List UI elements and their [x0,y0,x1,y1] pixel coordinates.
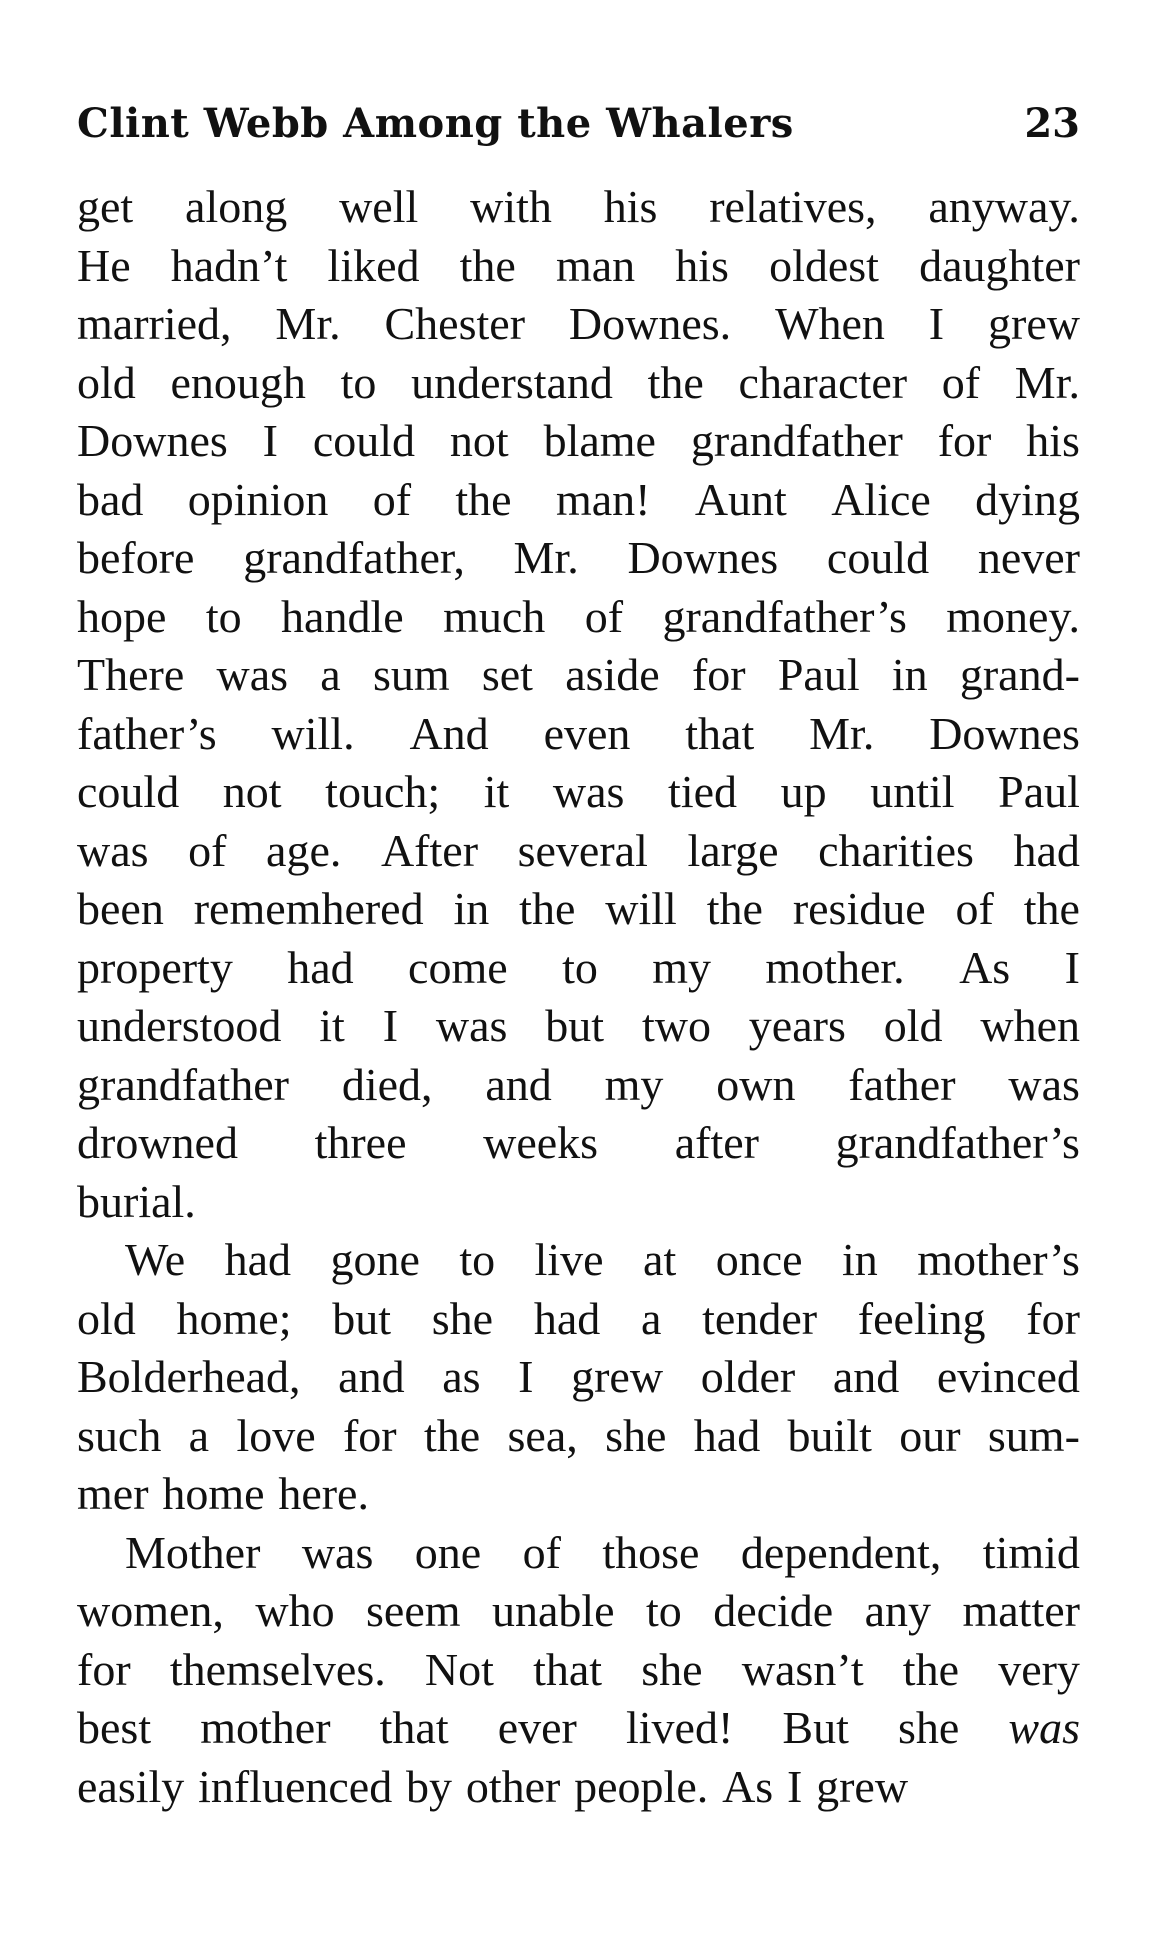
word: timid [982,1526,1080,1578]
word: I [1064,941,1080,993]
text-line [77,178,1080,237]
word: I [382,1000,399,1051]
paragraph [77,1524,1080,1817]
word: the [1023,883,1080,934]
word: the [647,356,704,408]
word: We [125,1234,186,1285]
text-line [77,997,1080,1056]
word: will [605,883,677,934]
word: Downes [77,415,228,466]
word: burial. [77,1175,196,1227]
word: but [545,1000,605,1051]
word: to [645,1585,682,1636]
word: his [603,181,658,232]
word: as [442,1351,481,1402]
word: bad [77,473,144,525]
word: to [562,941,598,993]
word: the [459,239,516,291]
word: much [443,590,546,642]
word: old [77,356,136,408]
word: Downes [627,532,779,583]
word: set [481,649,533,700]
word: a [188,1409,210,1461]
word: I [786,1760,803,1812]
word: any [864,1585,932,1636]
text-line [77,1114,1080,1173]
word: hope [77,590,167,642]
text-line [77,939,1080,998]
text-line [77,1582,1080,1641]
word: several [517,824,648,876]
word: grandfather, [243,532,465,583]
word: sum [372,649,450,700]
word: before [77,532,195,583]
word: weeks [483,1117,599,1168]
word: Mr. [1014,356,1080,408]
word: unable [491,1585,615,1636]
word: Downes. [568,298,732,349]
word: had [287,941,354,993]
word: could [826,532,930,583]
word: liked [327,239,420,291]
text-line [77,1465,1080,1524]
word: grandfather’s [662,590,907,642]
word: my [604,1058,664,1110]
word: and [338,1351,405,1402]
word: oldest [769,239,879,291]
word: was [77,824,149,876]
word: it [319,1000,345,1051]
running-title: Clint Webb Among the Whalers [77,100,794,147]
word: at [643,1234,677,1285]
word: the [902,1643,959,1695]
word: father [848,1058,956,1110]
word: two [641,1000,711,1051]
word: old [883,1000,943,1051]
word: until [870,766,955,817]
text-line [77,295,1080,354]
word: the [706,883,763,934]
word: live [534,1234,604,1285]
word: died, [341,1058,433,1110]
text-line [77,763,1080,822]
word: along [185,181,288,232]
word: influenced [198,1760,393,1812]
word: age. [266,824,342,876]
word: not [449,415,509,466]
word: Alice [831,473,931,525]
word: love [236,1409,316,1461]
word: of [955,883,994,934]
word: in [891,649,928,700]
word: tender [702,1292,818,1344]
word: But [782,1702,849,1753]
word: Mr. [513,532,579,583]
word: mother. [765,941,905,993]
text-line [77,354,1080,413]
word: could [77,766,180,817]
word: ever [497,1702,577,1753]
word: older [700,1351,796,1402]
word: relatives, [709,181,877,232]
word: charities [818,824,974,876]
word: anyway. [928,181,1080,232]
word: who [255,1585,335,1636]
word: in [453,883,490,934]
word: I [262,415,278,466]
word: father’s [77,707,217,759]
word: it [483,766,510,817]
word: touch; [325,766,441,817]
word: will. [271,707,355,759]
word: tied [668,766,738,817]
word: He [77,239,131,291]
word: such [77,1409,162,1461]
running-head [77,100,1080,160]
word: of [188,824,227,876]
word: I [928,298,945,349]
word: mer [77,1468,149,1519]
word: opinion [187,473,329,525]
word: Not [424,1643,494,1695]
word: his [1026,415,1080,466]
word: once [715,1234,803,1285]
word: rememhered [193,883,424,934]
text-line [77,646,1080,705]
word: come [408,941,508,993]
word: mother’s [917,1234,1080,1285]
word: And [409,707,489,759]
word: Mr. [809,707,875,759]
word: to [205,590,242,642]
word: of [941,356,981,408]
text-line [77,1056,1080,1115]
word: for [1026,1292,1080,1344]
word: the [423,1409,481,1461]
word: Paul [777,649,860,700]
text-line [77,588,1080,647]
text-line [77,1290,1080,1349]
word: dependent, [740,1526,942,1578]
word: in [841,1234,878,1285]
text-line [77,1758,1080,1817]
word: grew [988,298,1080,349]
word: grew [571,1351,664,1402]
word: she [431,1292,494,1344]
word: sum- [987,1409,1080,1461]
word: the [455,473,512,525]
word: handle [281,590,404,642]
text-line [77,1173,1080,1232]
word: those [602,1526,700,1578]
word: grandfather [77,1058,289,1110]
word: Downes [929,707,1080,759]
word: his [675,239,729,291]
word: was [435,1000,508,1051]
word: grandfather’s [835,1117,1080,1168]
word: that [533,1643,603,1695]
word: three [314,1117,407,1168]
word: of [584,590,624,642]
text-line [77,1524,1080,1583]
word: When [775,298,885,349]
word: to [340,356,377,408]
word: she [641,1643,703,1695]
word: people. [574,1760,709,1812]
word: the [519,883,576,934]
word: As [959,941,1011,993]
word: evinced [936,1351,1080,1402]
word: wasn’t [741,1643,864,1695]
word: money. [946,590,1080,642]
word: had [533,1292,601,1344]
word: After [380,824,479,876]
text-line [77,1641,1080,1700]
word: home; [176,1292,292,1344]
text-line [77,1348,1080,1407]
word: had [1013,824,1080,876]
word: after [674,1117,759,1168]
word: understood [77,1000,282,1051]
word: was [552,766,625,817]
text-line [77,1699,1080,1758]
word: could [312,415,416,466]
word: with [470,181,552,232]
word: I [518,1351,534,1402]
word: not [222,766,282,817]
word: dying [975,473,1080,525]
word: get [77,181,134,232]
word: easily [77,1760,185,1812]
word: even [543,707,631,759]
word: best [77,1702,152,1753]
word: for [342,1409,397,1461]
word: hadn’t [170,239,288,291]
word: drowned [77,1117,238,1168]
word: grew [816,1760,909,1812]
word: residue [792,883,926,934]
word: for [77,1643,131,1695]
paragraph [77,178,1080,1231]
word: mother [200,1702,331,1753]
word: daughter [919,239,1080,291]
word: gone [330,1234,420,1285]
text-line [77,412,1080,471]
word: aside [565,649,660,700]
word: blame [543,415,656,466]
word: but [332,1292,392,1344]
word: grandfather [690,415,903,466]
word: property [77,941,233,993]
word: large [687,824,779,876]
word: seem [366,1585,461,1636]
word: well [339,181,419,232]
word: married, [77,298,232,349]
word: As [722,1760,774,1812]
word: one [414,1526,482,1578]
word: very [998,1643,1080,1695]
word: of [372,473,412,525]
word: enough [170,356,306,408]
page-number: 23 [1024,100,1080,147]
word: that [685,707,755,759]
text-line [77,880,1080,939]
word: character [738,356,908,408]
emphasized-word: was [1008,1702,1080,1753]
word: women, [77,1585,224,1636]
word: themselves. [169,1643,386,1695]
word: man [555,239,636,291]
book-page [77,100,1080,1816]
word: she [605,1409,667,1461]
text-line [77,237,1080,296]
word: lived! [625,1702,734,1753]
word: sea, [507,1409,578,1461]
word: decide [713,1585,834,1636]
word: for [691,649,746,700]
text-line [77,705,1080,764]
body-text [77,178,1080,1816]
word: to [459,1234,496,1285]
word: our [899,1409,961,1461]
word: Paul [998,766,1080,817]
word: Mother [125,1526,261,1578]
word: was [216,649,289,700]
word: matter [962,1585,1080,1636]
word: a [320,649,341,700]
word: was [1008,1058,1080,1110]
word: Aunt [694,473,787,525]
word: Bolderhead, [77,1351,301,1402]
text-line [77,822,1080,881]
word: a [640,1292,662,1344]
word: and [832,1351,900,1402]
word: and [485,1058,552,1110]
word: Chester [384,298,526,349]
text-line [77,1407,1080,1466]
word: of [522,1526,561,1578]
word: was [301,1526,374,1578]
word: There [77,649,185,700]
word: grand- [959,649,1080,700]
word: built [787,1409,872,1461]
word: she [897,1702,960,1753]
text-line [77,529,1080,588]
word: here. [278,1468,369,1519]
word: had [693,1409,761,1461]
word: understand [411,356,613,408]
word: had [224,1234,292,1285]
word: own [716,1058,796,1110]
word: by [406,1760,453,1812]
word: been [77,883,164,934]
word: that [379,1702,449,1753]
word: up [780,766,827,817]
word: Mr. [275,298,341,349]
word: never [977,532,1080,583]
word: home [162,1468,265,1519]
word: for [937,415,992,466]
word: when [980,1000,1080,1051]
text-line [77,1231,1080,1290]
word: years [748,1000,846,1051]
text-line [77,471,1080,530]
word: other [465,1760,561,1812]
word: my [652,941,712,993]
word: man! [555,473,651,525]
paragraph [77,1231,1080,1524]
word: feeling [857,1292,986,1344]
word: old [77,1292,136,1344]
